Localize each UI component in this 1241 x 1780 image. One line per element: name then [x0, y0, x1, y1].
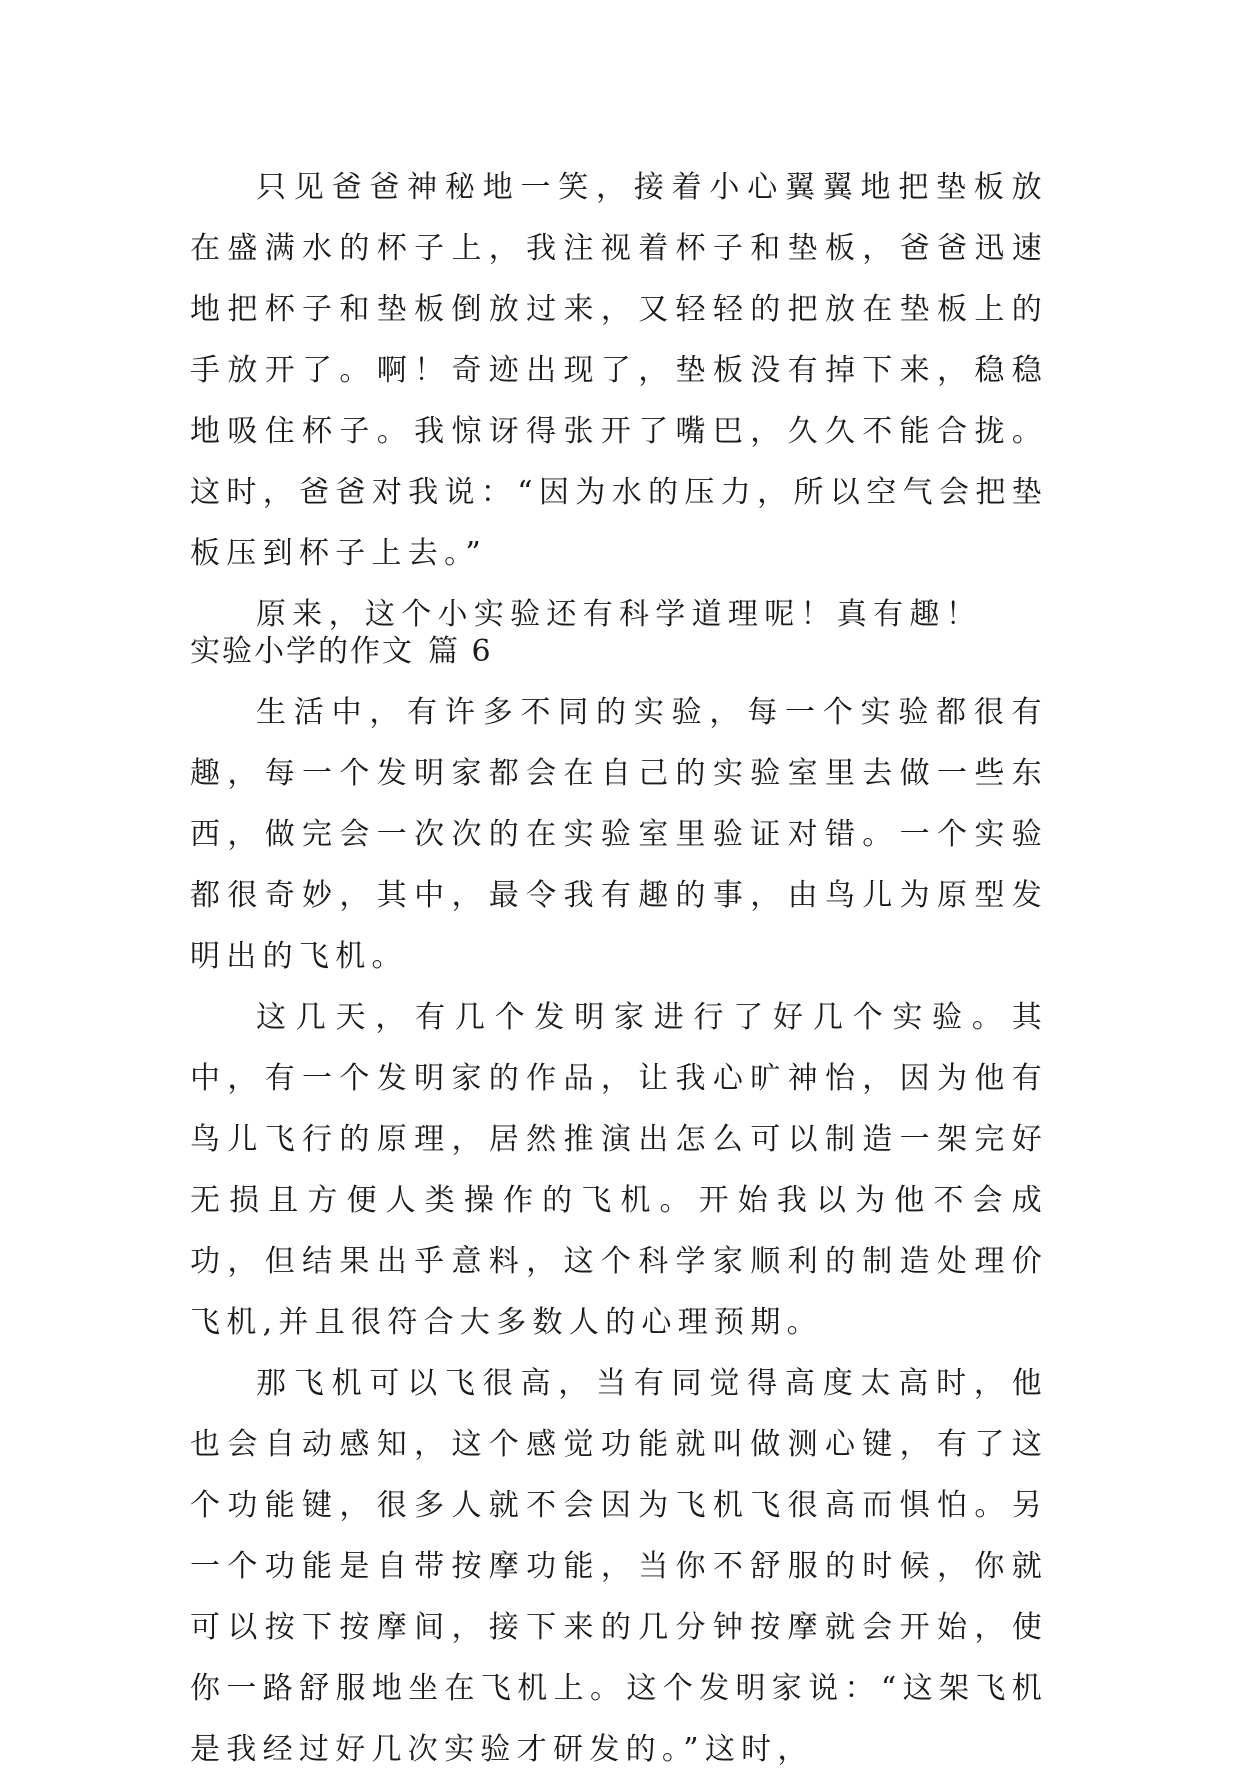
section-2-body [190, 682, 1048, 1780]
paragraph: 只见爸爸神秘地一笑，接着小心翼翼地把垫板放在盛满水的杯子上，我注视着杯子和垫板，爸爸迅速地把杯子和垫板倒放过来，又轻轻的把放在垫板上的手放开了。啊！奇迹出现了，垫板没有掉下来，稳稳地吸住杯子。我惊讶得张开了嘴巴，久久不能合拢。这时，爸爸对我说：“因为水的压力，所以空气会把垫板压到杯子上去。” [190, 170, 1048, 571]
section-1-body [190, 157, 1048, 645]
section-heading [190, 621, 493, 682]
section-number: 篇 6 [428, 634, 493, 669]
paragraph: 生活中，有许多不同的实验，每一个实验都很有趣，每一个发明家都会在自己的实验室里去做一些东西，做完会一次次的在实验室里验证对错。一个实验都很奇妙，其中，最令我有趣的事，由鸟儿为原型发明出的飞机。 [190, 695, 1048, 974]
paragraph: 那飞机可以飞很高，当有同觉得高度太高时，他也会自动感知，这个感觉功能就叫做测心键，有了这个功能键，很多人就不会因为飞机飞很高而惧怕。另一个功能是自带按摩功能，当你不舒服的时候，你就可以按下按摩间，接下来的几分钟按摩就会开始，使你一路舒服地坐在飞机上。这个发明家说：“这架飞机是我经过好几次实验才研发的。”这时， [190, 1366, 1048, 1767]
paragraph: 原来，这个小实验还有科学道理呢！真有趣！ [256, 597, 982, 632]
section-title: 实验小学的作文 [190, 634, 414, 669]
paragraph: 这几天，有几个发明家进行了好几个实验。其中，有一个发明家的作品，让我心旷神怡，因为他有鸟儿飞行的原理，居然推演出怎么可以制造一架完好无损且方便人类操作的飞机。开始我以为他不会成功，但结果出乎意料，这个科学家顺利的制造处理价飞机,并且很符合大多数人的心理预期。 [190, 1000, 1048, 1340]
